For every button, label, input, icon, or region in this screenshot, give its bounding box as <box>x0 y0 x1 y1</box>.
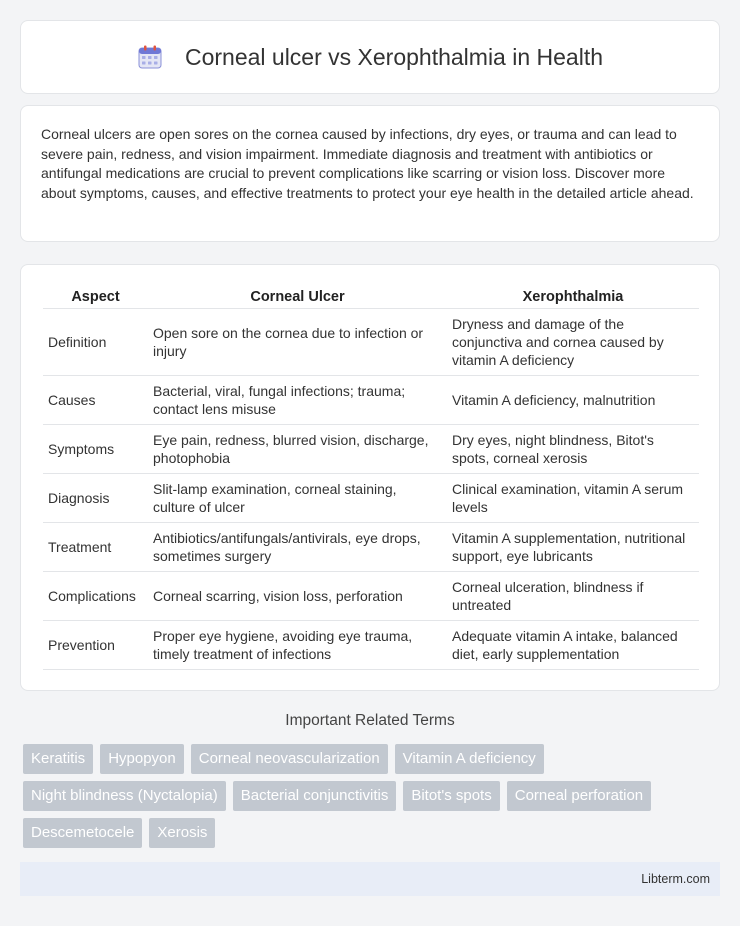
tag-bacterial-conjunctivitis[interactable]: Bacterial conjunctivitis <box>233 781 397 811</box>
corneal-ulcer-cell: Bacterial, viral, fungal infections; trauma; contact lens misuse <box>148 376 447 425</box>
intro-text: Corneal ulcers are open sores on the cornea caused by infections, dry eyes, or trauma and can lead to severe pain, redness, and vision impairment. Immediate diagnosis and treatment with antibiotics or antifungal medications are crucial to prevent complications like scarring or vision loss. Discover more about symptoms, causes, and effective treatments to protect your eye health in the detailed article ahead. <box>41 126 694 201</box>
corneal-ulcer-cell: Eye pain, redness, blurred vision, discharge, photophobia <box>148 425 447 474</box>
calendar-icon <box>137 44 163 70</box>
tag-bitots-spots[interactable]: Bitot's spots <box>403 781 499 811</box>
tag-corneal-perforation[interactable]: Corneal perforation <box>507 781 651 811</box>
intro-card <box>20 105 720 242</box>
header-xerophthalmia: Xerophthalmia <box>447 285 699 309</box>
tag-hypopyon[interactable]: Hypopyon <box>100 744 184 774</box>
xerophthalmia-cell: Clinical examination, vitamin A serum levels <box>447 474 699 523</box>
aspect-cell: Complications <box>43 572 148 621</box>
aspect-cell: Causes <box>43 376 148 425</box>
table-row <box>43 425 699 474</box>
xerophthalmia-cell: Dry eyes, night blindness, Bitot's spots, corneal xerosis <box>447 425 699 474</box>
footer <box>20 862 720 896</box>
aspect-cell: Definition <box>43 309 148 376</box>
table-row <box>43 474 699 523</box>
xerophthalmia-cell: Corneal ulceration, blindness if untreated <box>447 572 699 621</box>
corneal-ulcer-cell: Open sore on the cornea due to infection or injury <box>148 309 447 376</box>
tag-corneal-neovascularization[interactable]: Corneal neovascularization <box>191 744 388 774</box>
table-row <box>43 523 699 572</box>
table-row <box>43 621 699 670</box>
table-row <box>43 572 699 621</box>
related-terms-title: Important Related Terms <box>285 712 455 729</box>
aspect-cell: Treatment <box>43 523 148 572</box>
header-aspect: Aspect <box>43 285 148 309</box>
table-row <box>43 309 699 376</box>
tag-xerosis[interactable]: Xerosis <box>149 818 215 848</box>
corneal-ulcer-cell: Corneal scarring, vision loss, perforation <box>148 572 447 621</box>
header-card <box>20 20 720 94</box>
table-header-row <box>43 285 699 309</box>
tag-descemetocele[interactable]: Descemetocele <box>23 818 142 848</box>
comparison-table-card <box>20 264 720 691</box>
xerophthalmia-cell: Adequate vitamin A intake, balanced diet, early supplementation <box>447 621 699 670</box>
tag-vitamin-a-deficiency[interactable]: Vitamin A deficiency <box>395 744 544 774</box>
xerophthalmia-cell: Dryness and damage of the conjunctiva and cornea caused by vitamin A deficiency <box>447 309 699 376</box>
corneal-ulcer-cell: Antibiotics/antifungals/antivirals, eye drops, sometimes surgery <box>148 523 447 572</box>
header-corneal-ulcer: Corneal Ulcer <box>148 285 447 309</box>
related-terms-list <box>23 744 723 855</box>
footer-link[interactable]: Libterm.com <box>641 872 710 886</box>
page-title: Corneal ulcer vs Xerophthalmia in Health <box>184 43 604 70</box>
table-row <box>43 376 699 425</box>
header <box>137 44 603 71</box>
aspect-cell: Diagnosis <box>43 474 148 523</box>
xerophthalmia-cell: Vitamin A deficiency, malnutrition <box>447 376 699 425</box>
corneal-ulcer-cell: Proper eye hygiene, avoiding eye trauma, timely treatment of infections <box>148 621 447 670</box>
tag-keratitis[interactable]: Keratitis <box>23 744 93 774</box>
corneal-ulcer-cell: Slit-lamp examination, corneal staining, culture of ulcer <box>148 474 447 523</box>
tag-night-blindness[interactable]: Night blindness (Nyctalopia) <box>23 781 226 811</box>
aspect-cell: Symptoms <box>43 425 148 474</box>
xerophthalmia-cell: Vitamin A supplementation, nutritional support, eye lubricants <box>447 523 699 572</box>
comparison-table <box>43 285 699 670</box>
aspect-cell: Prevention <box>43 621 148 670</box>
